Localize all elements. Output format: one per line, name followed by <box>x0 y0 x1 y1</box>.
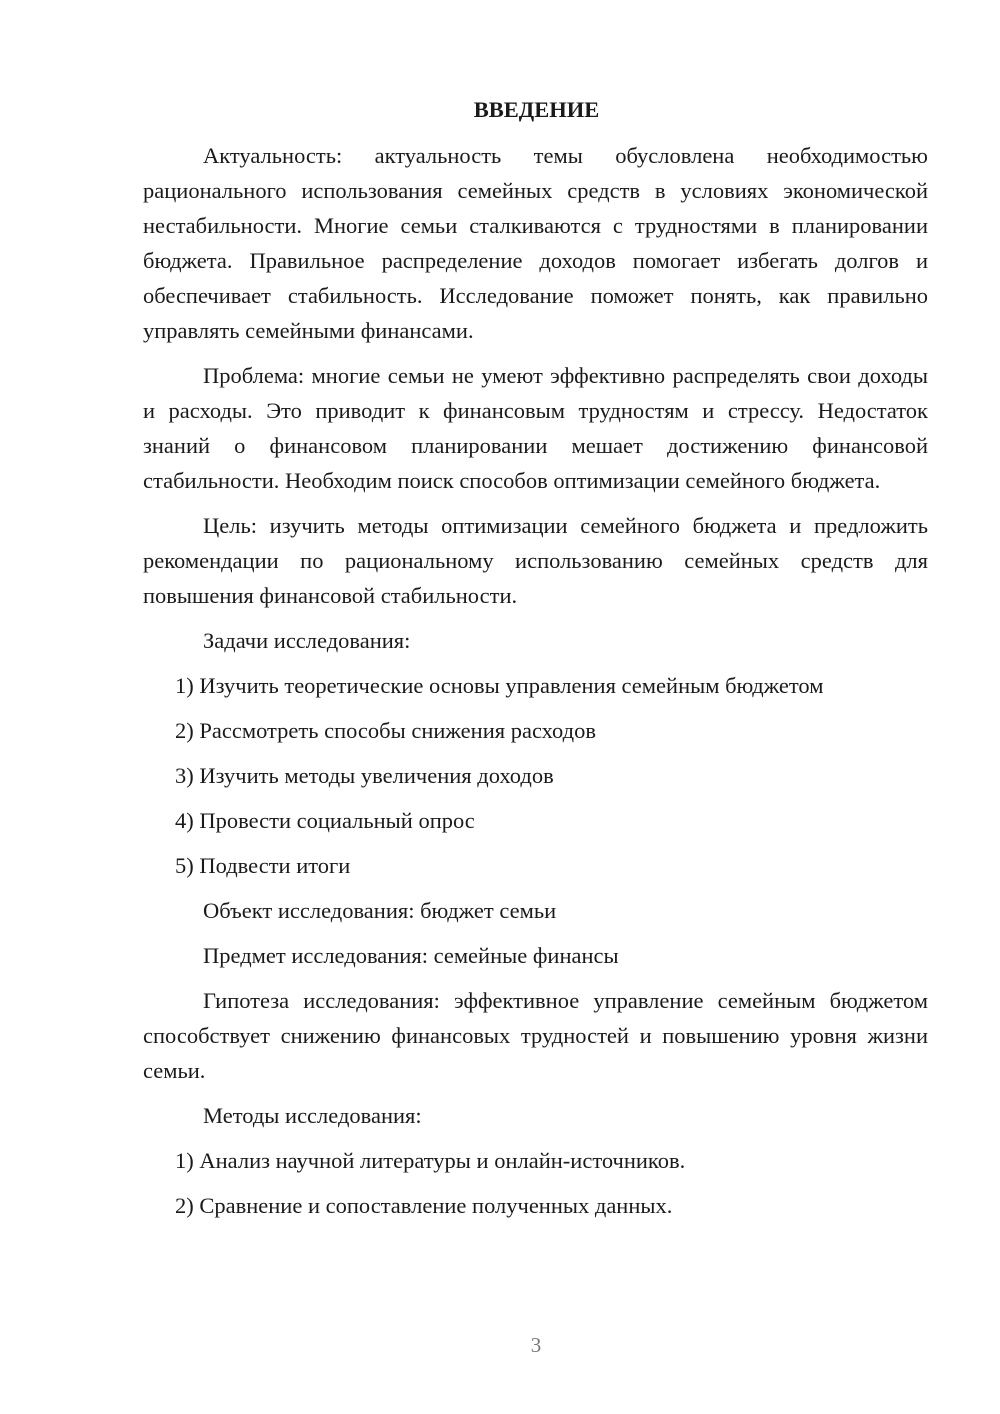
relevance-paragraph: Актуальность: актуальность темы обусловлена необходимостью рационального использования семейных средств в условиях экономической нестабильности. Многие семьи сталкиваются с трудностями в планировании бюджета. Правильное распределение доходов помогает избегать долгов и обеспечивает стабильность. Исследование поможет понять, как правильно управлять семейными финансами. <box>143 143 928 343</box>
task-item: 5) Подвести итоги <box>175 853 351 878</box>
tasks-heading: Задачи исследования: <box>203 628 411 653</box>
method-item: 1) Анализ научной литературы и онлайн-источников. <box>175 1148 686 1173</box>
task-item: 3) Изучить методы увеличения доходов <box>175 763 554 788</box>
task-item: 4) Провести социальный опрос <box>175 808 475 833</box>
methods-heading: Методы исследования: <box>203 1103 422 1128</box>
page-number: 3 <box>530 1333 542 1357</box>
page-content <box>143 92 928 1233</box>
page-title: ВВЕДЕНИЕ <box>473 97 600 122</box>
subject-paragraph: Предмет исследования: семейные финансы <box>203 943 619 968</box>
task-item: 2) Рассмотреть способы снижения расходов <box>175 718 596 743</box>
hypothesis-paragraph: Гипотеза исследования: эффективное управление семейным бюджетом способствует снижению финансовых трудностей и повышению уровня жизни семьи. <box>143 988 928 1083</box>
object-paragraph: Объект исследования: бюджет семьи <box>203 898 557 923</box>
task-item: 1) Изучить теоретические основы управления семейным бюджетом <box>175 673 824 698</box>
goal-paragraph: Цель: изучить методы оптимизации семейного бюджета и предложить рекомендации по рациональному использованию семейных средств для повышения финансовой стабильности. <box>143 513 928 608</box>
problem-paragraph: Проблема: многие семьи не умеют эффективно распределять свои доходы и расходы. Это приводит к финансовым трудностям и стрессу. Недостаток знаний о финансовом планировании мешает достижению финансовой стабильности. Необходим поиск способов оптимизации семейного бюджета. <box>143 363 928 493</box>
method-item: 2) Сравнение и сопоставление полученных данных. <box>175 1193 673 1218</box>
